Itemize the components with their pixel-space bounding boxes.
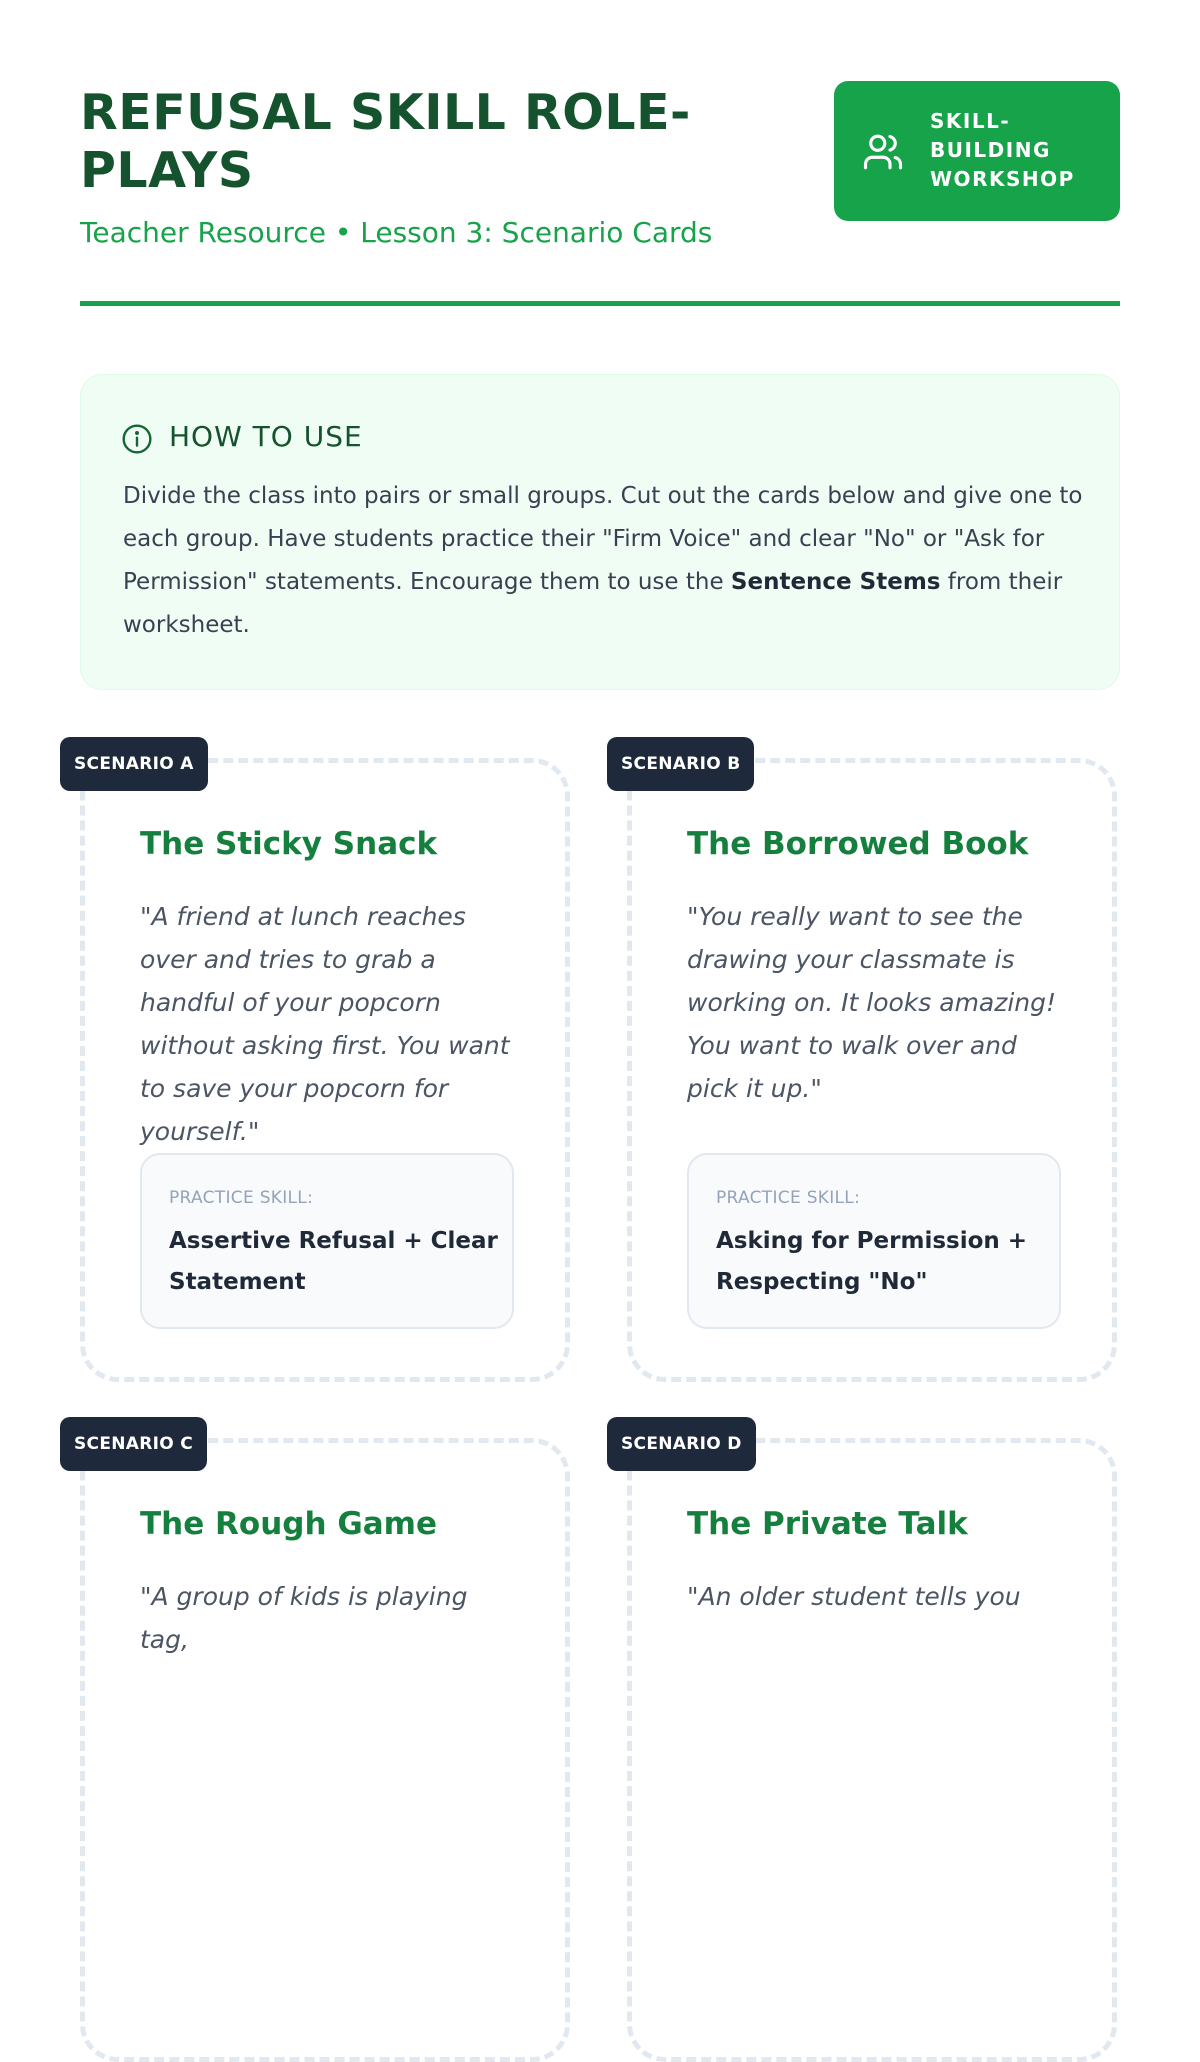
practice-skill-box — [140, 1153, 514, 1329]
scenario-title: The Sticky Snack — [140, 826, 438, 862]
how-to-use-title: HOW TO USE — [169, 420, 363, 453]
scenario-description: "A group of kids is playing tag, — [140, 1582, 468, 1654]
page-title: REFUSAL SKILL ROLE-PLAYS — [80, 84, 691, 199]
practice-skill-value: Asking for Permission + Respecting "No" — [716, 1228, 1028, 1295]
scenario-tag-d: SCENARIO D — [607, 1417, 756, 1471]
scenario-card-b — [627, 758, 1117, 1382]
scenario-card-a — [80, 758, 570, 1382]
scenario-title: The Borrowed Book — [687, 826, 1029, 862]
practice-skill-label: PRACTICE SKILL: — [716, 1188, 861, 1208]
scenario-card-d — [627, 1438, 1117, 2062]
practice-skill-label: PRACTICE SKILL: — [169, 1188, 314, 1208]
scenario-title: The Private Talk — [687, 1506, 968, 1542]
scenario-description: "An older student tells you — [687, 1582, 1021, 1611]
how-to-use-text-start: Divide the class into pairs or small groups. Cut out the cards below and give one to each group. Have students practice their "Firm Voice" and clear "No" or "Ask for Permission" statements. Encourage them to use the — [123, 483, 1083, 595]
info-icon — [121, 423, 153, 455]
scenario-tag-c: SCENARIO C — [60, 1417, 207, 1471]
page-header — [80, 78, 1120, 304]
header-divider — [80, 301, 1120, 306]
scenario-tag-a: SCENARIO A — [60, 737, 208, 791]
scenario-description: "You really want to see the drawing your classmate is working on. It looks amazing! You want to walk over and pick it up." — [687, 902, 1057, 1103]
users-icon — [862, 131, 904, 173]
sentence-stems-emphasis: Sentence Stems — [730, 569, 941, 595]
practice-skill-box — [687, 1153, 1061, 1329]
page-subtitle: Teacher Resource • Lesson 3: Scenario Cards — [80, 216, 713, 249]
scenario-title: The Rough Game — [140, 1506, 438, 1542]
workshop-badge — [834, 81, 1120, 221]
badge-label: SKILL-BUILDING WORKSHOP — [930, 109, 1075, 191]
how-to-use-text — [123, 475, 1083, 647]
practice-skill-value: Assertive Refusal + Clear Statement — [169, 1228, 498, 1295]
scenario-tag-b: SCENARIO B — [607, 737, 754, 791]
scenario-description: "A friend at lunch reaches over and tries to grab a handful of your popcorn without asking first. You want to save your popcorn for yourself." — [140, 902, 510, 1146]
scenario-card-c — [80, 1438, 570, 2062]
how-to-use-panel — [80, 374, 1120, 690]
how-to-use-text-end: from their worksheet. — [123, 569, 1063, 638]
